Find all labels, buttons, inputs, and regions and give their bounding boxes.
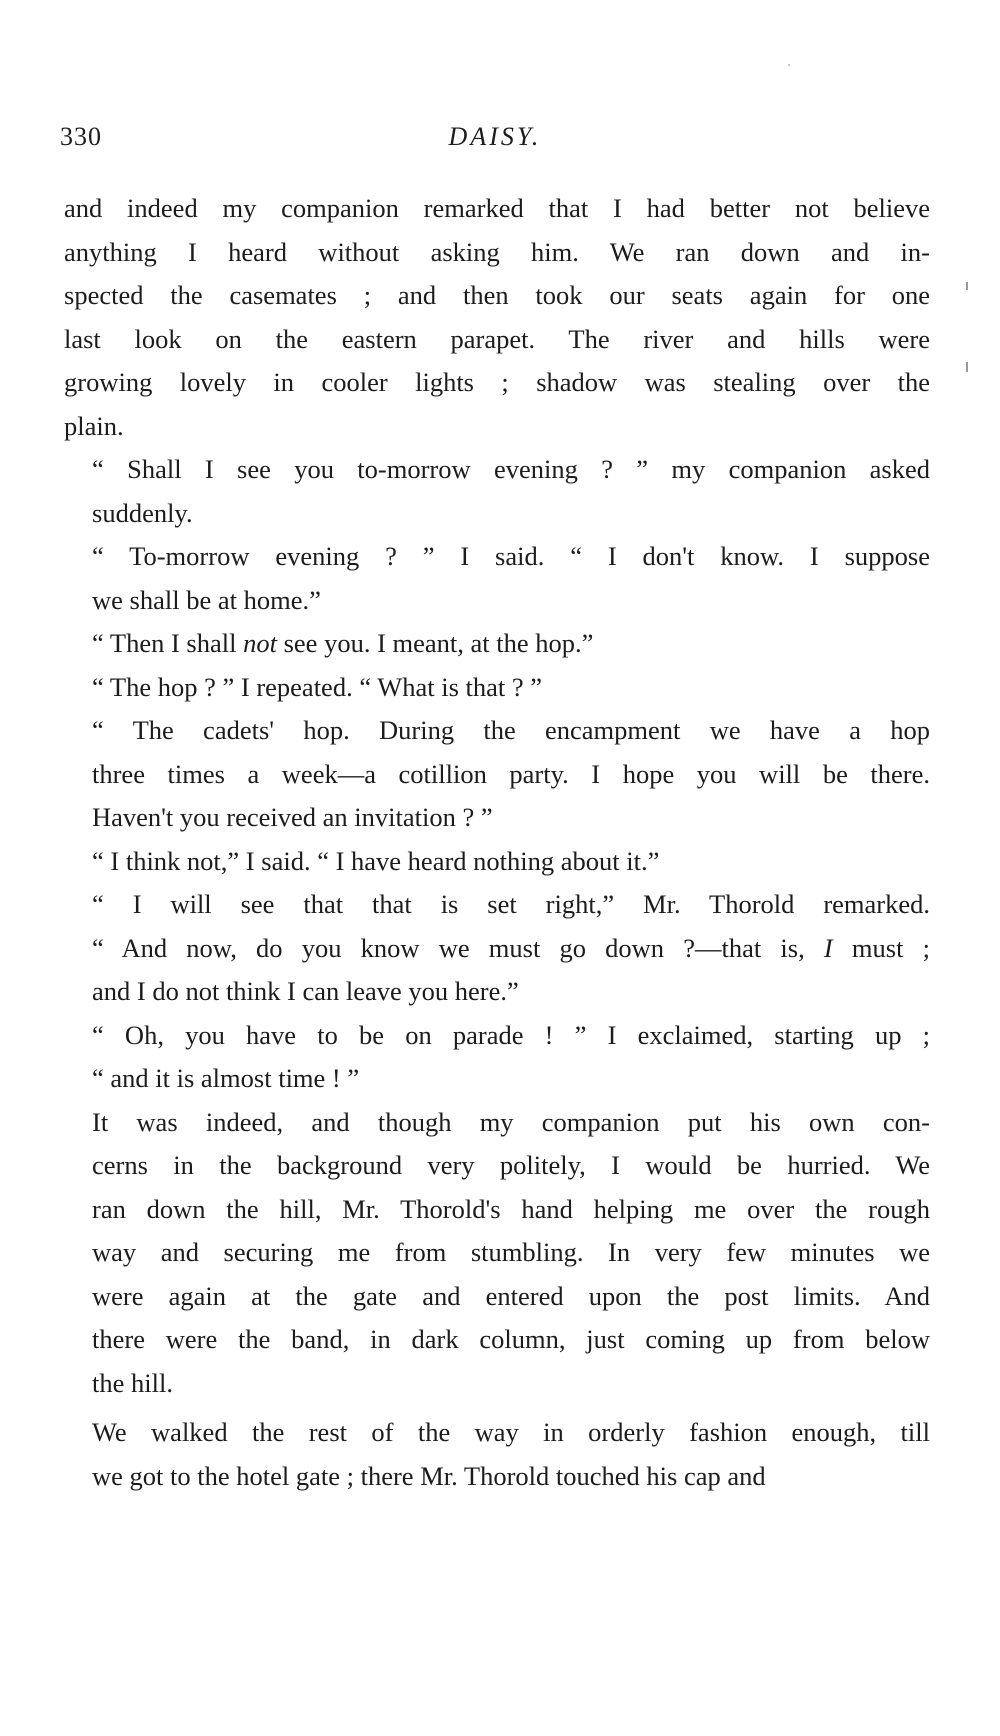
paragraph bbox=[64, 883, 930, 1014]
paragraph bbox=[64, 187, 930, 448]
emphasis-text: I bbox=[823, 932, 833, 963]
text-line: the hill. bbox=[92, 1367, 173, 1398]
margin-mark bbox=[966, 282, 968, 290]
book-title: DAISY. bbox=[448, 122, 542, 151]
text-line: “ Shall I see you to-morrow evening ? ” my companion asked bbox=[92, 454, 930, 484]
text-line: “ The cadets' hop. During the encampment we have a hop bbox=[92, 715, 930, 745]
text-line: three times a week—a cotillion party. I hope you will be there. bbox=[92, 758, 930, 789]
margin-mark bbox=[966, 362, 968, 372]
paragraph bbox=[64, 1014, 930, 1101]
text-line: spected the casemates ; and then took our seats again for one bbox=[64, 280, 930, 310]
paragraph bbox=[64, 622, 930, 666]
text-line: plain. bbox=[64, 410, 124, 441]
text-run: “ And now, do you know we must go down ?—that is, bbox=[92, 932, 824, 963]
text-run: “ Then I shall bbox=[92, 628, 244, 658]
text-line: there were the band, in dark column, just coming up from below bbox=[92, 1324, 930, 1354]
paragraph bbox=[64, 535, 930, 622]
emphasis-text: not bbox=[243, 628, 277, 658]
text-line: way and securing me from stumbling. In very few minutes we bbox=[92, 1237, 930, 1267]
text-line: anything I heard without asking him. We ran down and in- bbox=[64, 236, 930, 267]
paragraph bbox=[64, 1101, 930, 1406]
running-head bbox=[60, 122, 930, 162]
paragraph bbox=[64, 709, 930, 840]
text-run: “ I will see that that is set right,” Mr. Thorold remarked. bbox=[92, 889, 930, 919]
text-line: were again at the gate and entered upon the post limits. And bbox=[92, 1280, 930, 1311]
page-number: 330 bbox=[60, 122, 102, 151]
text-line: we shall be at home.” bbox=[92, 584, 321, 615]
paragraph bbox=[64, 1411, 930, 1498]
text-line bbox=[64, 622, 930, 666]
paragraph bbox=[64, 840, 930, 884]
text-run: and I do not think I can leave you here.” bbox=[92, 976, 519, 1006]
text-line: Haven't you received an invitation ? ” bbox=[92, 802, 493, 832]
text-run: see you. I meant, at the hop.” bbox=[276, 628, 594, 658]
text-line: It was indeed, and though my companion put his own con- bbox=[92, 1106, 930, 1137]
text-line: and indeed my companion remarked that I had better not believe bbox=[64, 193, 930, 223]
text-line: “ Oh, you have to be on parade ! ” I exclaimed, starting up ; bbox=[92, 1019, 930, 1050]
text-line: growing lovely in cooler lights ; shadow was stealing over the bbox=[64, 367, 930, 397]
text-line bbox=[64, 883, 930, 927]
text-line: “ The hop ? ” I repeated. “ What is that ? ” bbox=[92, 671, 543, 702]
text-line bbox=[64, 927, 930, 971]
paragraph bbox=[64, 448, 930, 535]
text-line: last look on the eastern parapet. The river and hills were bbox=[64, 323, 930, 354]
text-line: We walked the rest of the way in orderly fashion enough, till bbox=[92, 1417, 930, 1447]
text-line: “ I think not,” I said. “ I have heard nothing about it.” bbox=[92, 845, 660, 876]
text-line: ran down the hill, Mr. Thorold's hand helping me over the rough bbox=[92, 1193, 930, 1224]
text-run: must ; bbox=[832, 932, 930, 963]
text-line: “ To-morrow evening ? ” I said. “ I don't know. I suppose bbox=[92, 541, 930, 571]
paragraph bbox=[64, 666, 930, 710]
text-line: cerns in the background very politely, I would be hurried. We bbox=[92, 1150, 930, 1180]
print-speck bbox=[788, 64, 790, 66]
text-line bbox=[64, 970, 930, 1014]
text-line: suddenly. bbox=[92, 497, 193, 528]
text-line: “ and it is almost time ! ” bbox=[92, 1063, 360, 1093]
body-text bbox=[64, 187, 930, 1498]
text-line: we got to the hotel gate ; there Mr. Thorold touched his cap and bbox=[92, 1460, 766, 1491]
